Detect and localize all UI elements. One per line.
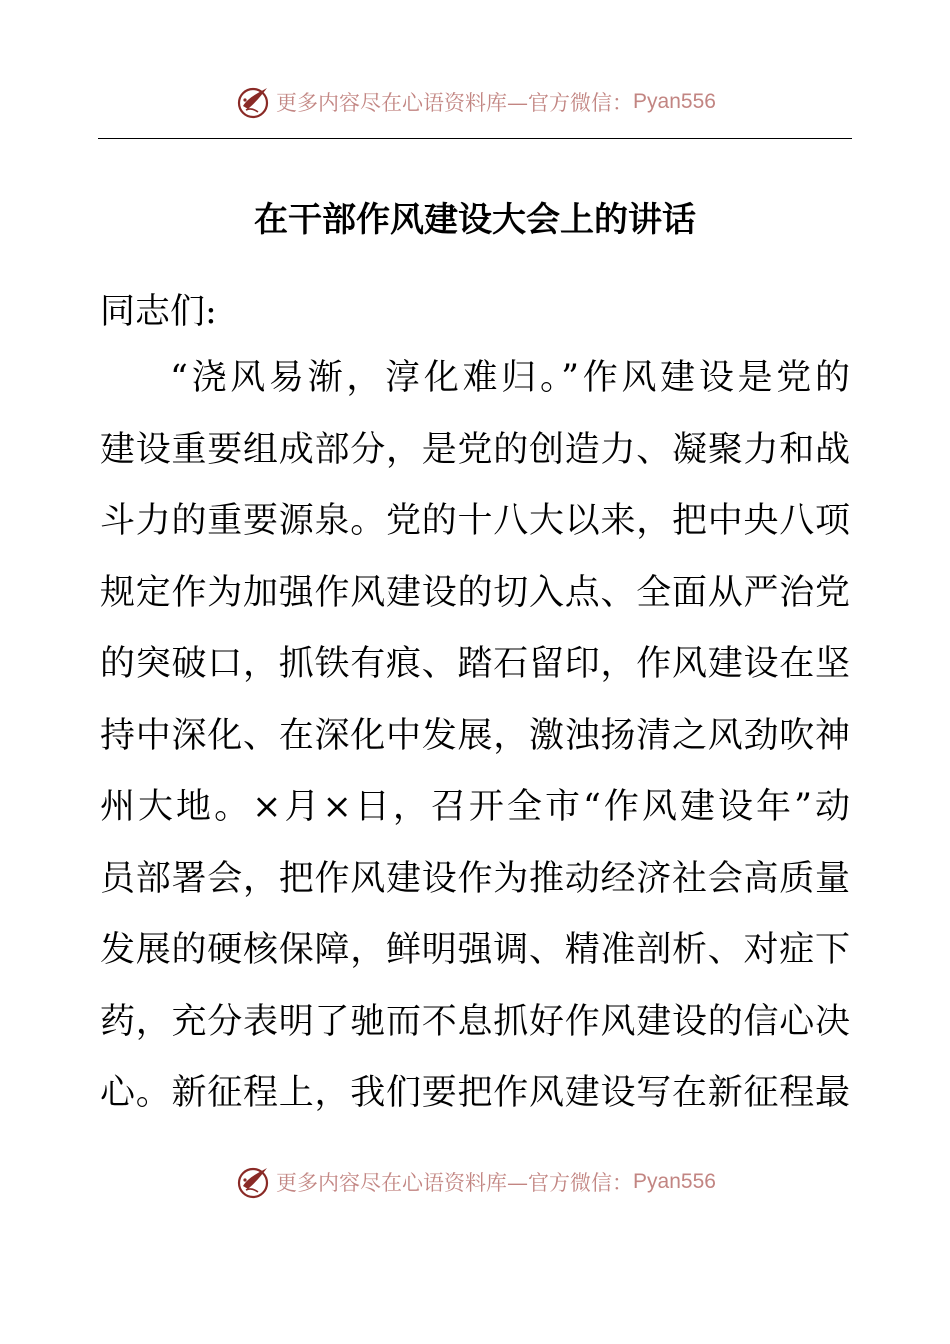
banner-text: 更多内容尽在心语资料库—官方微信：	[276, 1171, 634, 1195]
paragraph-line: 州大地。×月×日，召开全市“作风建设年”动	[100, 787, 850, 827]
paragraph-line: 员部署会，把作风建设作为推动经济社会高质量	[100, 859, 850, 899]
paragraph-line: 建设重要组成部分，是党的创造力、凝聚力和战	[100, 430, 850, 470]
banner-wechat-id: Pyan556	[633, 90, 716, 113]
paragraph-line: 持中深化、在深化中发展，激浊扬清之风劲吹神	[100, 716, 850, 756]
paragraph-line: 规定作为加强作风建设的切入点、全面从严治党	[100, 573, 850, 613]
footer-banner	[0, 1160, 950, 1204]
header-rule	[98, 138, 852, 139]
header-banner	[0, 80, 950, 124]
paragraph-line: 药，充分表明了驰而不息抓好作风建设的信心决	[100, 1002, 850, 1042]
paragraph-line: 心。新征程上，我们要把作风建设写在新征程最	[100, 1073, 850, 1113]
paragraph-line: 的突破口，抓铁有痕、踏石留印，作风建设在坚	[100, 644, 850, 684]
paragraph-line: 发展的硬核保障，鲜明强调、精准剖析、对症下	[100, 930, 850, 970]
banner-wechat-id: Pyan556	[633, 1170, 716, 1193]
banner-text: 更多内容尽在心语资料库—官方微信：	[276, 91, 634, 115]
document-title: 在干部作风建设大会上的讲话	[254, 200, 696, 240]
brush-pen-logo-icon	[234, 82, 274, 122]
salutation: 同志们:	[100, 292, 217, 332]
paragraph-line: 斗力的重要源泉。党的十八大以来，把中央八项	[100, 501, 850, 541]
brush-pen-logo-icon	[234, 1162, 274, 1202]
paragraph-line: “浇风易渐，淳化难归。”作风建设是党的	[170, 358, 850, 398]
